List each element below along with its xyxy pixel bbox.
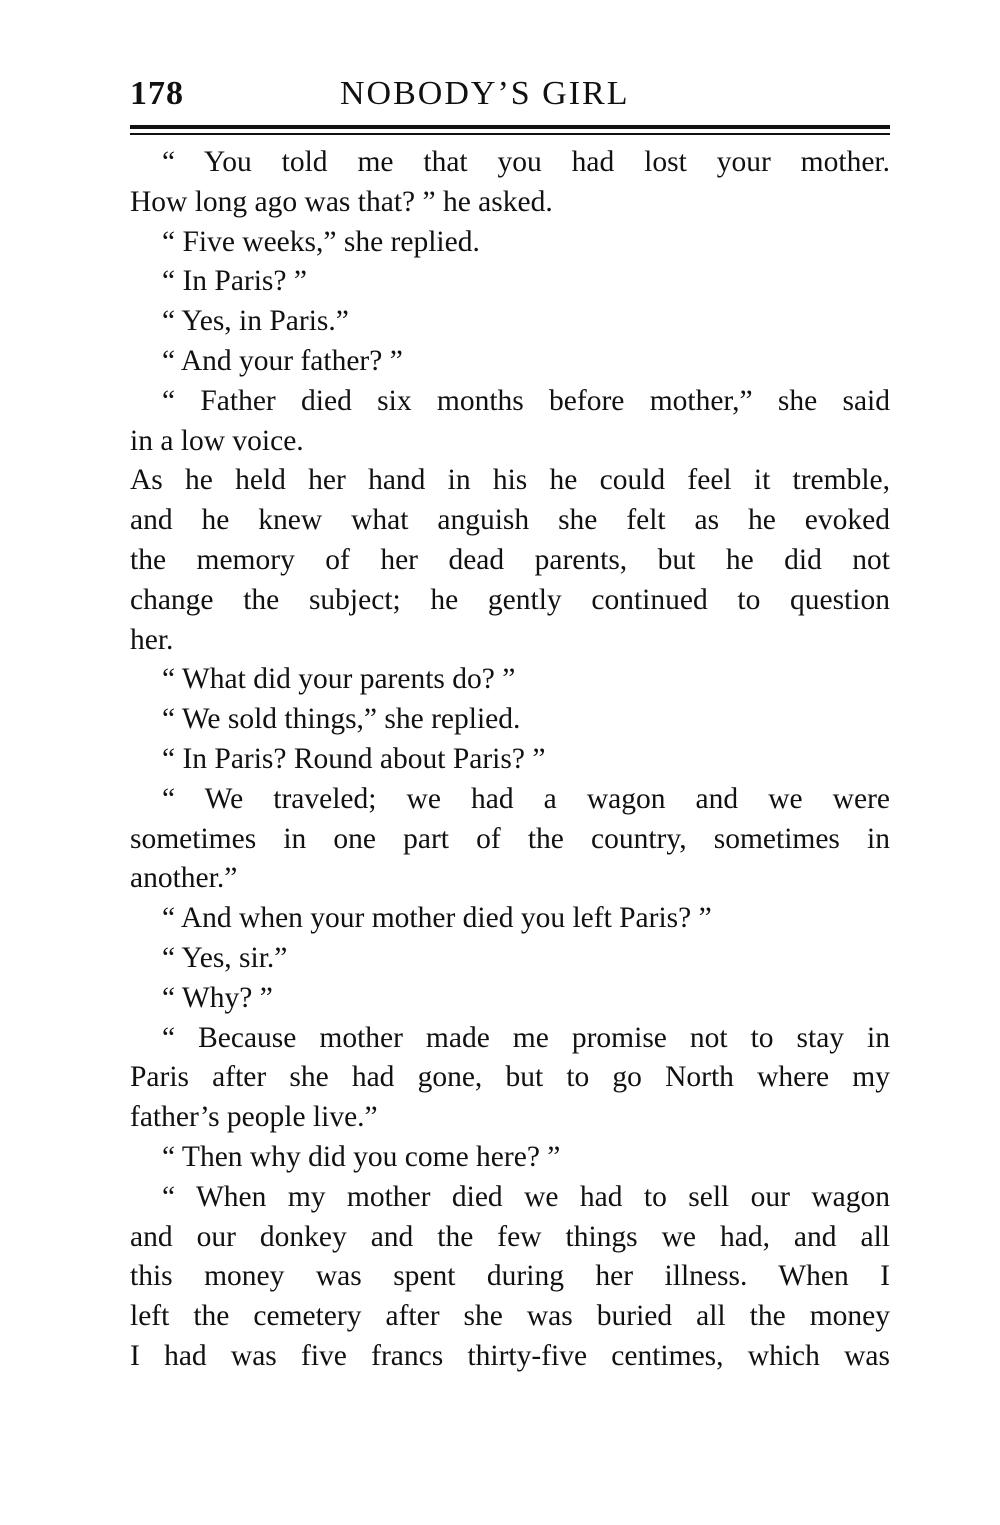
page-header: [130, 75, 890, 125]
text-line: “ Why? ”: [162, 981, 273, 1014]
text-line: How long ago was that? ” he asked.: [130, 185, 553, 218]
text-line: Paris after she had gone, but to go North where my: [130, 1061, 890, 1094]
text-line: father’s people live.”: [130, 1101, 378, 1134]
header-rule-thin: [130, 133, 890, 135]
text-line: “ What did your parents do? ”: [162, 663, 516, 696]
text-line: this money was spent during her illness. When I: [130, 1260, 890, 1293]
text-line: “ Father died six months before mother,” she said: [162, 384, 890, 417]
text-line: “ Then why did you come here? ”: [162, 1140, 561, 1173]
header-rule-thick: [130, 125, 890, 129]
text-line: “ Five weeks,” she replied.: [162, 225, 480, 258]
running-title: NOBODY’S GIRL: [340, 75, 630, 112]
text-line: As he held her hand in his he could feel it tremble,: [130, 464, 890, 497]
text-line: “ In Paris? ”: [162, 265, 307, 298]
text-line: “ When my mother died we had to sell our wagon: [162, 1180, 890, 1213]
text-line: “ You told me that you had lost your mother.: [162, 146, 890, 178]
body-text: [130, 143, 890, 1377]
text-line: left the cemetery after she was buried all the money: [130, 1300, 890, 1333]
page-number: 178: [130, 75, 184, 112]
text-line: sometimes in one part of the country, sometimes in: [130, 822, 890, 855]
text-line: “ Yes, sir.”: [162, 941, 288, 974]
text-line: “ Yes, in Paris.”: [162, 305, 349, 338]
text-line: and our donkey and the few things we had, and all: [130, 1220, 890, 1253]
text-line: “ And when your mother died you left Paris? ”: [162, 902, 712, 935]
text-line: change the subject; he gently continued to question: [130, 583, 890, 616]
text-line: another.”: [130, 862, 238, 895]
text-line: and he knew what anguish she felt as he evoked: [130, 504, 890, 537]
text-line: “ And your father? ”: [162, 344, 403, 377]
text-line: “ In Paris? Round about Paris? ”: [162, 742, 546, 775]
text-line: the memory of her dead parents, but he did not: [130, 543, 890, 576]
text-line: “ We traveled; we had a wagon and we were: [162, 782, 890, 815]
text-line: “ Because mother made me promise not to stay in: [162, 1021, 890, 1054]
text-line: “ We sold things,” she replied.: [162, 703, 521, 736]
text-line: her.: [130, 623, 174, 656]
text-line: in a low voice.: [130, 424, 304, 457]
text-line: I had was five francs thirty-five centimes, which was: [130, 1339, 890, 1372]
book-page: [130, 75, 890, 1377]
